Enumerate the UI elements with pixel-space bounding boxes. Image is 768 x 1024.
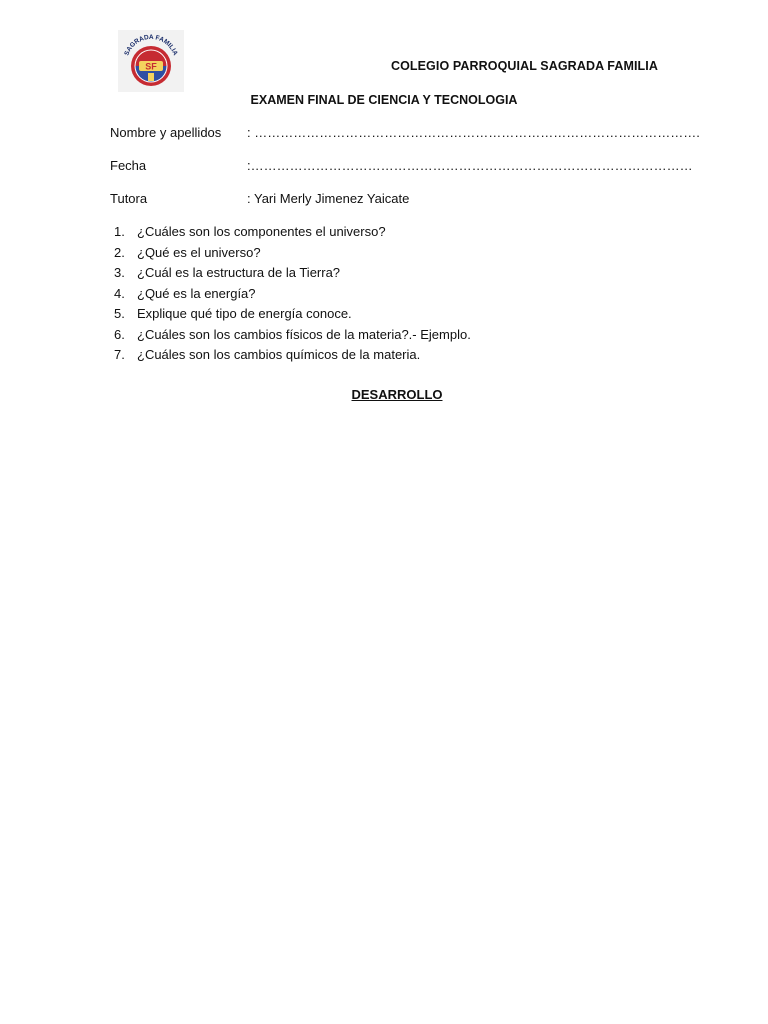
name-field-label: Nombre y apellidos: [110, 125, 222, 140]
question-list: [110, 223, 670, 367]
date-field-row: [110, 158, 693, 176]
school-logo: [118, 30, 184, 92]
question-item: [110, 346, 670, 367]
tutor-field-value: : Yari Merly Jimenez Yaicate: [247, 191, 410, 206]
date-field-label: Fecha: [110, 158, 147, 173]
question-item: [110, 223, 670, 244]
question-text: ¿Qué es la energía?: [137, 285, 256, 301]
logo-center-text: SF: [145, 61, 157, 72]
school-name: COLEGIO PARROQUIAL SAGRADA FAMILIA: [390, 59, 658, 73]
question-number: 4.: [114, 285, 125, 301]
question-number: 6.: [114, 326, 125, 342]
question-item: [110, 326, 670, 347]
question-text: ¿Cuáles son los cambios físicos de la materia?.- Ejemplo.: [137, 326, 471, 342]
question-number: 5.: [114, 306, 125, 321]
tutor-field-label: Tutora: [110, 191, 148, 206]
name-field-row: [110, 125, 700, 143]
question-number: 7.: [114, 347, 125, 362]
question-item: [110, 264, 670, 285]
question-text: Explique qué tipo de energía conoce.: [137, 306, 352, 321]
question-text: ¿Cuáles son los cambios químicos de la materia.: [137, 347, 421, 362]
question-item: [110, 305, 670, 326]
question-number: 3.: [114, 265, 125, 280]
question-number: 1.: [114, 224, 125, 239]
logo-figure: [148, 73, 154, 81]
question-item: [110, 244, 670, 265]
logo-arc-text: SAGRADA FAMILIA: [123, 33, 179, 57]
question-text: ¿Cuál es la estructura de la Tierra?: [137, 265, 341, 280]
question-item: [110, 285, 670, 306]
tutor-field-row: [110, 191, 670, 209]
school-crest-icon: [118, 30, 184, 92]
date-field-blank: :…………………………………………………………………………………………: [247, 158, 693, 173]
question-text: ¿Cuáles son los componentes el universo?: [137, 224, 386, 239]
exam-title: EXAMEN FINAL DE CIENCIA Y TECNOLOGIA: [250, 93, 518, 107]
section-heading: DESARROLLO: [351, 387, 443, 402]
question-text: ¿Qué es el universo?: [137, 244, 261, 260]
question-number: 2.: [114, 244, 125, 260]
name-field-blank: : ………………………………………………………………………………………….: [247, 125, 700, 140]
